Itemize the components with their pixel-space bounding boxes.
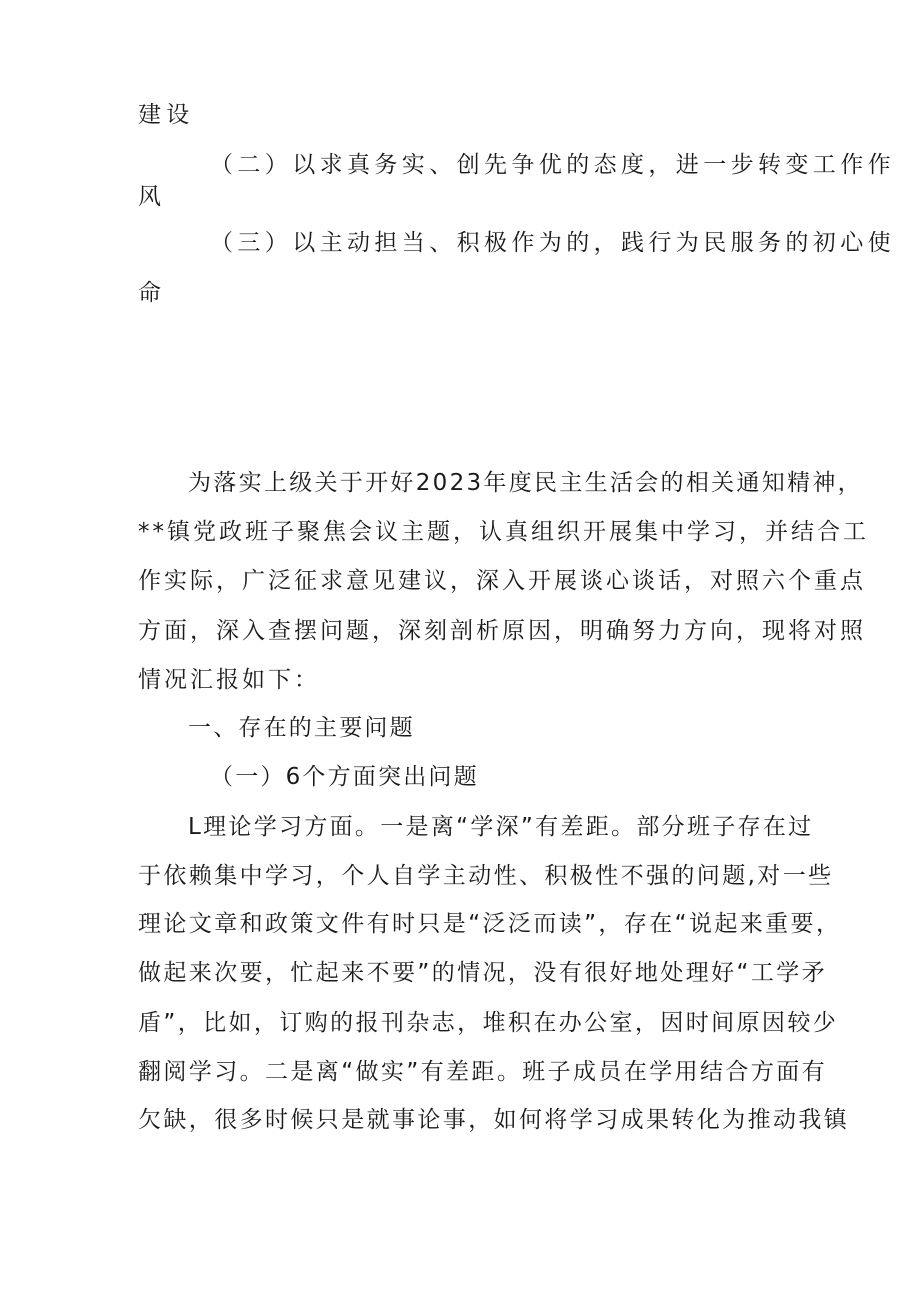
paragraph-line: 作实际，广泛征求意见建议，深入开展谈心谈话，对照六个重点 xyxy=(138,568,866,594)
paragraph-line: **镇党政班子聚焦会议主题，认真组织开展集中学习，并结合工 xyxy=(138,519,869,545)
section-heading: 一、存在的主要问题 xyxy=(188,715,415,741)
paragraph-line: L理论学习方面。一是离“学深”有差距。部分班子存在过 xyxy=(188,814,814,840)
paragraph-line: 情况汇报如下： xyxy=(138,667,320,693)
paragraph-line: 盾”，比如，订购的报刊杂志，堆积在办公室，因时间原因较少 xyxy=(138,1010,839,1036)
text-line: 建设 xyxy=(138,102,195,128)
text-line: 命 xyxy=(138,280,167,306)
text-line: （三）以主动担当、积极作为的，践行为民服务的初心使 xyxy=(210,230,895,256)
text-line: （二）以求真务实、创先争优的态度，进一步转变工作作 xyxy=(210,152,895,178)
paragraph-line: 理论文章和政策文件有时只是“泛泛而读”，存在“说起来重要， xyxy=(138,911,842,937)
paragraph-line: 为落实上级关于开好2023年度民主生活会的相关通知精神， xyxy=(188,470,863,496)
subsection-heading: （一）6个方面突出问题 xyxy=(210,764,479,790)
text-line: 风 xyxy=(138,184,167,210)
paragraph-line: 做起来次要，忙起来不要”的情况，没有很好地处理好“工学矛 xyxy=(138,960,828,986)
paragraph-line: 欠缺，很多时候只是就事论事，如何将学习成果转化为推动我镇 xyxy=(138,1107,850,1133)
paragraph-line: 方面，深入查摆问题，深刻剖析原因，明确努力方向，现将对照 xyxy=(138,618,866,644)
paragraph-line: 翻阅学习。二是离“做实”有差距。班子成员在学用结合方面有 xyxy=(138,1059,828,1085)
paragraph-line: 于依赖集中学习，个人自学主动性、积极性不强的问题,对一些 xyxy=(138,863,834,889)
